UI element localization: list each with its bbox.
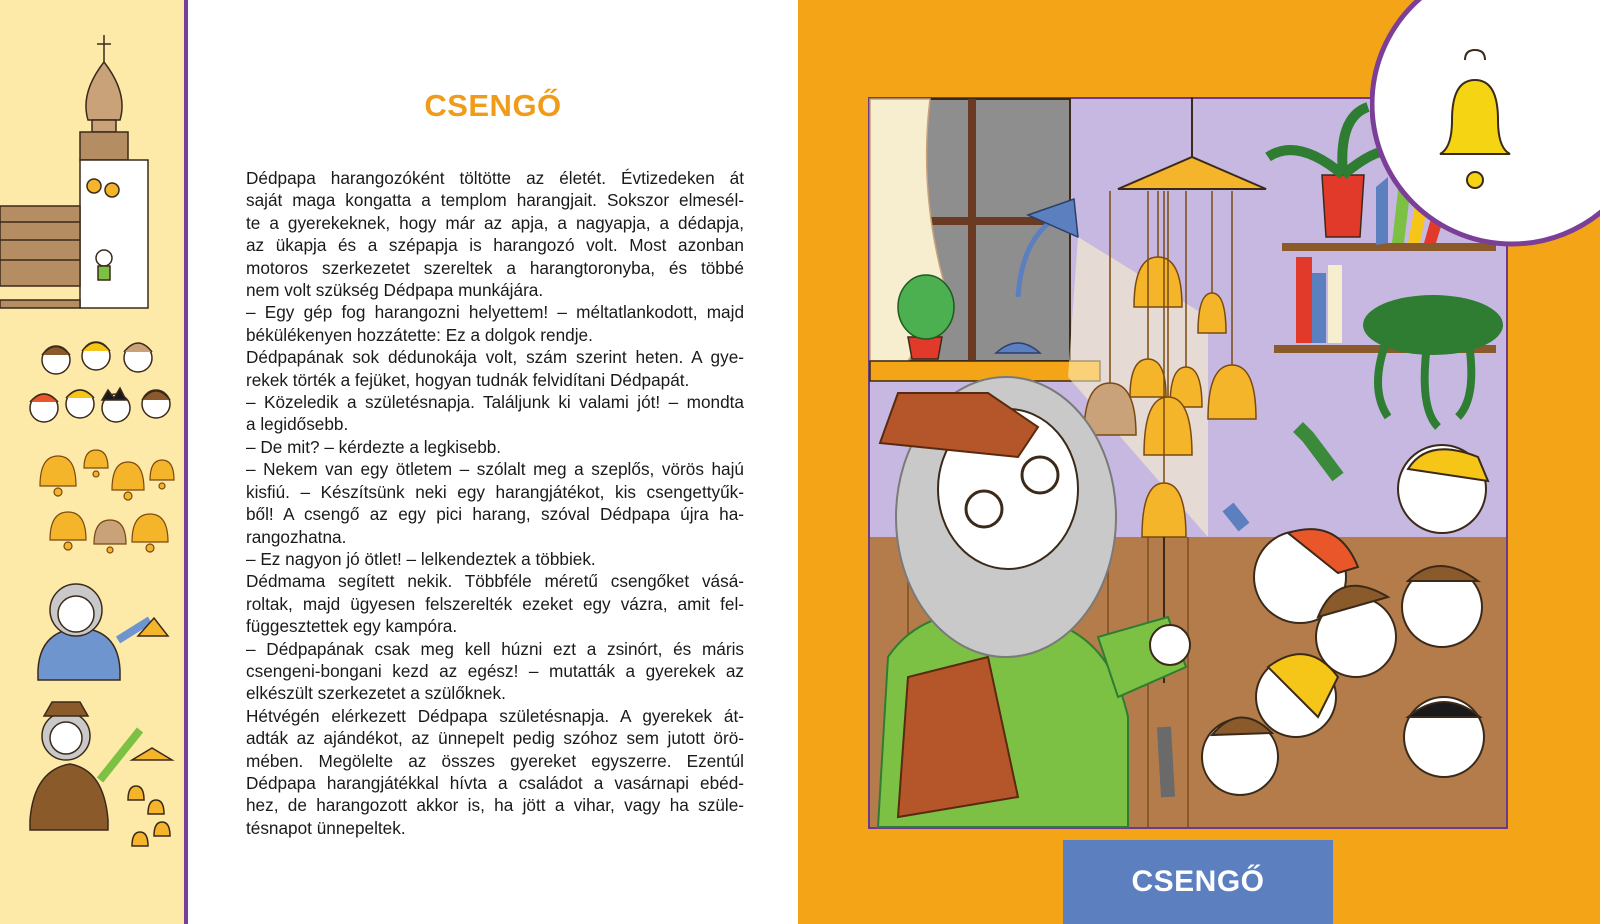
story-line: rekek törték a fejüket, hogyan tudnák felvidítani Dédpapát. [246, 369, 690, 390]
story-line: – Egy gép fog harangozni helyettem! – méltatlankodott, majd [246, 302, 744, 323]
story-line: elkészült szerkezetet a szülőknek. [246, 683, 506, 704]
story-line: az ükapja és a szépapja is harangozó volt. Most azonban [246, 235, 744, 256]
left-decoration-strip [0, 0, 188, 924]
story-text [246, 167, 744, 839]
story-line: a legidősebb. [246, 414, 349, 435]
story-line: – Dédpapának csak meg kell húzni ezt a zsinórt, és máris [246, 638, 744, 659]
story-line: mében. Megölelte az összes gyereket egyszerre. Ezentúl [246, 750, 744, 771]
strip-illustrations [0, 0, 184, 924]
children-faces-illustration [30, 342, 170, 422]
grandmother-illustration [38, 584, 168, 680]
story-line: roltak, majd ügyesen felszerelték ezeket egy vázra, amit fel- [246, 593, 744, 614]
title-badge-label: CSENGŐ [1131, 865, 1265, 898]
story-line: adták az ajándékot, az ünnepelt pedig szóhoz sem jutott örö- [246, 728, 744, 749]
story-line: – Ez nagyon jó ötlet! – lelkendeztek a többiek. [246, 548, 596, 569]
title-badge [1063, 840, 1333, 924]
story-line: Dédpapa harangozóként töltötte az életét. Évtizedeken át [246, 168, 744, 188]
story-line: Dédmama segített nekik. Többféle méretű csengőket vásá- [246, 571, 744, 592]
story-line: Dédpapa harangjátékkal hívta a családot a vasárnapi ebéd- [246, 772, 744, 793]
story-page [188, 0, 798, 924]
story-title: CSENGŐ [424, 88, 562, 123]
story-line: nem volt szükség Dédpapa munkájára. [246, 280, 544, 301]
bells-illustration [40, 450, 174, 553]
story-line: rangozhatna. [246, 526, 347, 547]
story-line: – Közeledik a születésnapja. Találjunk ki valami jót! – mondta [246, 392, 744, 413]
story-line: – Nekem van egy ötletem – szólalt meg a szeplős, vörös hajú [246, 459, 744, 480]
story-line: te a gyerekeknek, hogy már az apja, a nagyapja, a dédapja, [246, 212, 744, 233]
story-line: Hétvégén elérkezett Dédpapa születésnapja. A gyerekek át- [246, 705, 744, 726]
grandfather-illustration [30, 702, 172, 846]
story-line: kisfiú. – Készítsünk neki egy harangjátékot, kis csengettyűk- [246, 481, 744, 502]
story-line: saját maga kongatta a templom harangjait. Sokszor elmesél- [246, 190, 744, 211]
story-line: függesztettek egy kampóra. [246, 616, 458, 637]
story-line: békülékenyen hozzátette: Ez a dolgok rendje. [246, 324, 593, 345]
story-line: Dédpapának sok dédunokája volt, szám szerint heten. A gye- [246, 347, 744, 368]
story-line: tésnapot ünnepeltek. [246, 817, 406, 838]
story-line: motoros szerkezetet szereltek a harangtoronyba, és többé [246, 257, 744, 278]
church-tower-illustration [0, 35, 148, 308]
story-line: – De mit? – kérdezte a legkisebb. [246, 436, 502, 457]
story-line: csengeni-bongani kezd az egész! – mutatták a gyerekek az [246, 660, 744, 681]
story-line: ből! A csengő az egy pici harang, szóval Dédpapa újra ha- [246, 504, 744, 525]
story-line: hez, de harangozott akkor is, ha jött a vihar, vagy ha szüle- [246, 795, 744, 816]
corner-bell-medallion [1370, 0, 1600, 265]
